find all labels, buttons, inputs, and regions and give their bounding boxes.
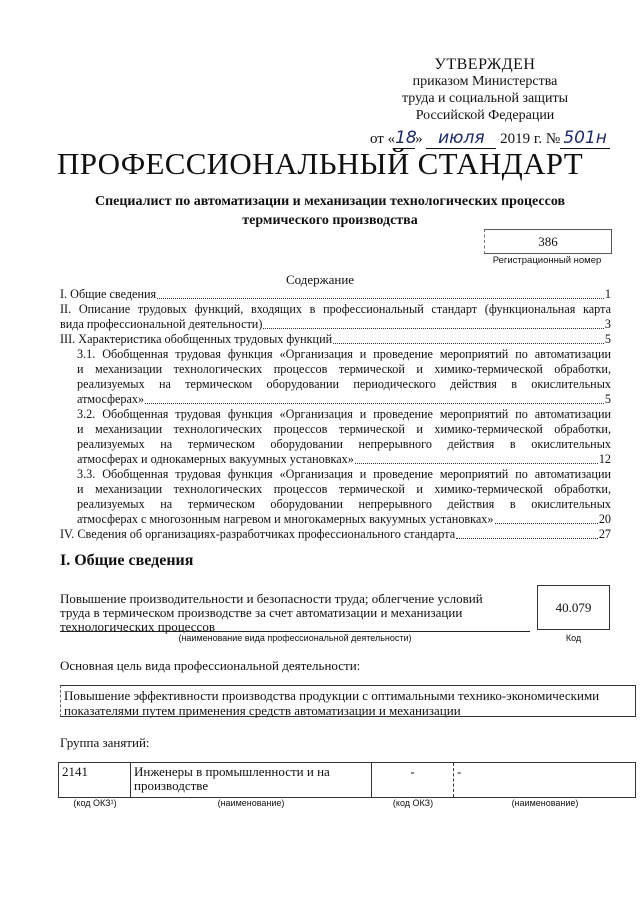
toc-page: 20 <box>598 512 611 526</box>
order-year: 2019 г. № <box>500 131 561 147</box>
okz-code-2: - <box>410 764 415 779</box>
toc-page: 12 <box>598 452 611 466</box>
goal-label: Основная цель вида профессиональной деятельности: <box>60 658 361 673</box>
activity-line: труда в термическом производстве за счет автоматизации и механизации <box>60 605 463 620</box>
toc-entry-text: I. Общие сведения <box>60 287 157 301</box>
activity-underline <box>60 631 530 632</box>
order-day: 18 <box>395 128 417 148</box>
approval-heading: УТВЕРЖДЕН <box>434 56 536 73</box>
caption-name: (наименование) <box>217 798 285 808</box>
registration-label: Регистрационный номер <box>492 255 602 266</box>
toc-subentry-line: реализуемых на термическом оборудовании непрерывного действия в окислительных <box>77 497 611 511</box>
okz-name-line: производстве <box>134 778 209 793</box>
toc-subentry-line: реализуемых на термическом оборудовании периодического действия в окислительных <box>77 377 611 391</box>
activity-caption: (наименование вида профессиональной деятельности) <box>178 633 412 643</box>
date-mid: » <box>415 131 423 147</box>
activity-name <box>60 592 530 634</box>
approval-block <box>370 56 600 124</box>
toc-subentry-line: атмосферах с многозонным нагревом и многокамерных вакуумных установках» <box>77 512 494 526</box>
toc-entry-text: вида профессиональной деятельности) <box>60 317 263 331</box>
activity-line: Повышение производительности и безопасности труда; облегчение условий <box>60 591 483 606</box>
toc-subentry-line: и механизации технологических процессов термической и химико-термической обработки, <box>77 422 611 436</box>
table-of-contents <box>60 287 611 542</box>
toc-entry[interactable] <box>60 287 611 302</box>
activity-line: технологических процессов <box>60 619 215 634</box>
toc-page: 5 <box>604 392 611 406</box>
toc-subentry-line: реализуемых на термическом оборудовании непрерывного действия в окислительных <box>77 437 611 451</box>
toc-subentry-line: и механизации технологических процессов термической и химико-термической обработки, <box>77 482 611 496</box>
toc-subentry-line: и механизации технологических процессов термической и химико-термической обработки, <box>77 362 611 376</box>
toc-subentry[interactable] <box>60 347 611 407</box>
caption-okz-code-2: (код ОКЗ) <box>392 798 434 808</box>
toc-entry[interactable] <box>60 302 611 332</box>
section-heading: I. Общие сведения <box>60 552 194 569</box>
okz-name-line: Инженеры в промышленности и на <box>134 764 330 779</box>
order-month: июля <box>426 128 496 149</box>
occupation-group-table <box>58 762 636 798</box>
goal-line: показателями путем применения средств автоматизации и механизации <box>64 703 461 718</box>
subtitle-line: Специалист по автоматизации и механизации технологических процессов <box>94 194 566 209</box>
order-number: 501н <box>560 128 610 149</box>
page-title: ПРОФЕССИОНАЛЬНЫЙ СТАНДАРТ <box>57 146 583 181</box>
toc-subentry-line: 3.3. Обобщенная трудовая функция «Организация и проведение мероприятий по автоматизации <box>77 467 611 481</box>
approval-line: приказом Министерства <box>412 74 558 89</box>
subtitle-line: термического производства <box>242 213 418 228</box>
caption-okz-code: (код ОКЗ¹) <box>73 798 117 808</box>
toc-entry[interactable] <box>60 332 611 347</box>
standard-subtitle <box>60 192 600 230</box>
activity-code-box: 40.079 <box>537 585 610 630</box>
okz-code: 2141 <box>62 764 88 779</box>
date-prefix: от « <box>370 131 396 147</box>
toc-entry[interactable] <box>60 527 611 542</box>
toc-subentry-line: атмосферах» <box>77 392 145 406</box>
toc-page: 27 <box>598 527 611 541</box>
toc-page: 1 <box>604 287 611 301</box>
toc-subentry-line: 3.1. Обобщенная трудовая функция «Организация и проведение мероприятий по автоматизации <box>77 347 611 361</box>
toc-entry-text: IV. Сведения об организациях-разработчиках профессионального стандарта <box>60 527 456 541</box>
registration-number-box: 386 <box>484 229 612 254</box>
code-caption: Код <box>565 633 582 643</box>
goal-line: Повышение эффективности производства продукции с оптимальными технико-экономическими <box>64 688 600 703</box>
toc-subentry-line: атмосферах и однокамерных вакуумных установках» <box>77 452 354 466</box>
goal-box <box>60 685 636 717</box>
okz-name <box>131 763 371 797</box>
toc-page: 3 <box>604 317 611 331</box>
toc-subentry[interactable] <box>60 407 611 467</box>
approval-line: труда и социальной защиты <box>402 91 568 106</box>
okz-name-2: - <box>457 764 462 779</box>
group-label: Группа занятий: <box>60 735 150 750</box>
caption-name-2: (наименование) <box>511 798 579 808</box>
toc-page: 5 <box>604 332 611 346</box>
toc-entry-text: III. Характеристика обобщенных трудовых функций <box>60 332 333 346</box>
toc-title: Содержание <box>285 272 355 287</box>
toc-entry-text: II. Описание трудовых функций, входящих в профессиональный стандарт (функциональная карта <box>60 302 611 316</box>
approval-line: Российской Федерации <box>415 108 555 123</box>
toc-subentry[interactable] <box>60 467 611 527</box>
toc-subentry-line: 3.2. Обобщенная трудовая функция «Организация и проведение мероприятий по автоматизации <box>77 407 611 421</box>
